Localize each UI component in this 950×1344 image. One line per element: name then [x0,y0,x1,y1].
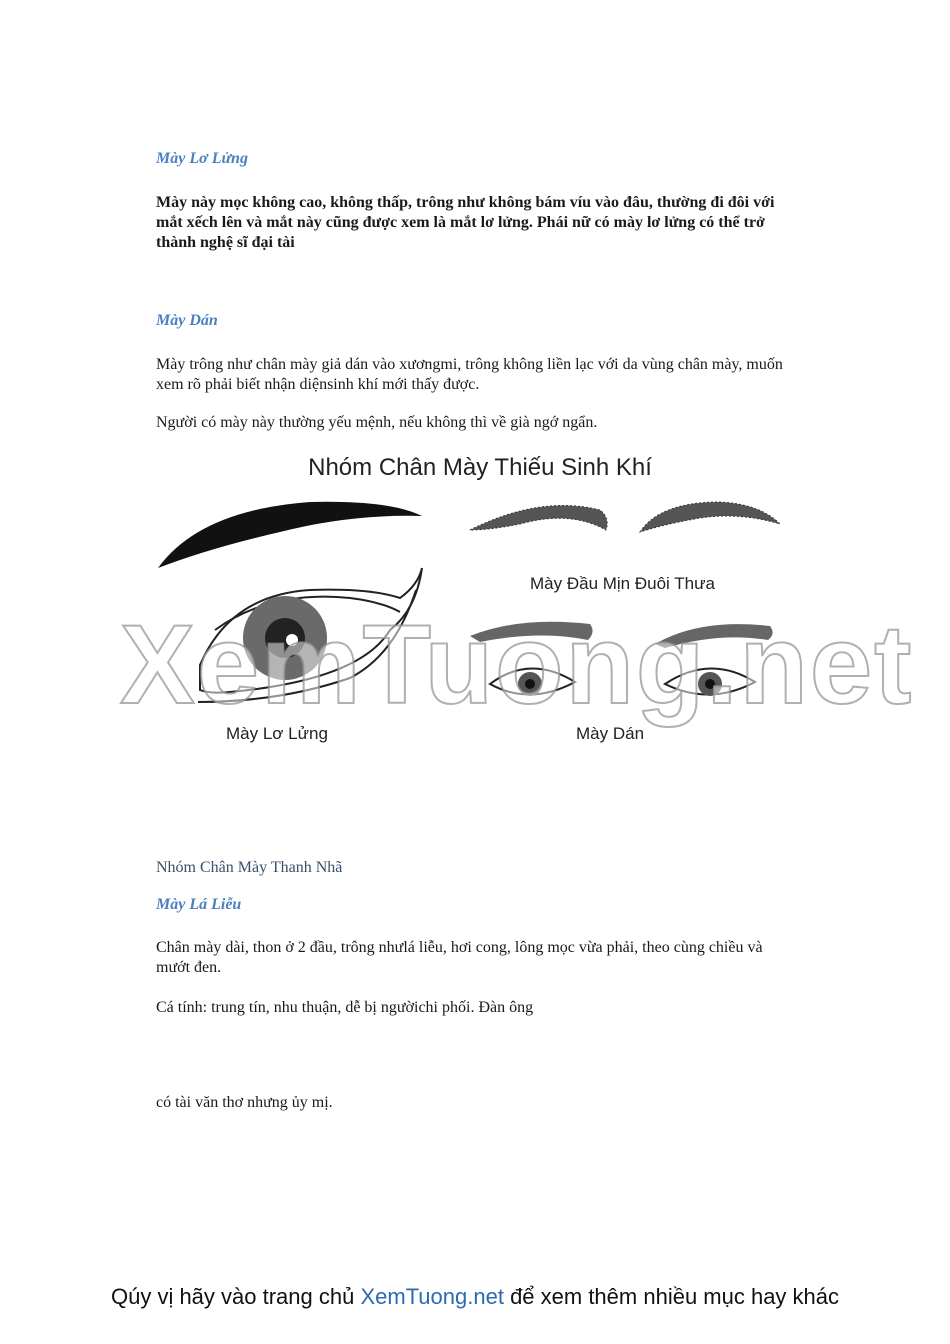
brow-dan-left [470,622,593,642]
large-pupil [265,618,305,658]
paragraph-la-lieu-2: Cá tính: trung tín, nhu thuận, dễ bị ngườichi phối. Đàn ông [156,999,534,1016]
paragraph-may-lo-lung: Mày này mọc không cao, không thấp, trông như không bám víu vào đâu, thường đi đôi với mắt xếch lên và mắt này cũng được xem là mắt lơ lửng. Phái nữ có mày lơ lửng có thể trở thành nghệ sĩ đại tài [156,194,775,251]
large-highlight [286,634,298,646]
label-lo-lung: Mày Lơ Lửng [226,724,328,743]
brow-right-small [640,502,780,532]
paragraph-may-dan-1: Mày trông như chân mày giả dán vào xươngmi, trông không liền lạc với da vùng chân mày, muốn xem rõ phải biết nhận diệnsinh khí mới thấy được. [156,356,783,393]
footer-suffix: để xem thêm nhiều mục hay khác [503,1284,840,1309]
paragraph-la-lieu-1: Chân mày dài, thon ở 2 đầu, trông nhưlá liễu, hơi cong, lông mọc vừa phải, theo cùng chiều và mướt đen. [156,939,763,976]
paragraph-may-dan-2: Người có mày này thường yếu mệnh, nếu không thì về già ngớ ngẩn. [156,414,598,431]
small-pupil-right [705,679,715,689]
eyebrow-illustration [120,440,914,770]
footer-banner [0,1284,950,1310]
heading-may-la-lieu: Mày Lá Liễu [156,896,242,913]
paragraph-la-lieu-3: có tài văn thơ nhưng ủy mị. [156,1094,333,1111]
large-eyebrow [158,502,422,568]
heading-may-dan: Mày Dán [156,312,218,329]
group-title-thanh-nha: Nhóm Chân Mày Thanh Nhã [156,859,343,876]
small-pupil-left [525,679,535,689]
heading-may-lo-lung: Mày Lơ Lửng [156,150,248,167]
brow-dan-right [655,624,773,648]
figure-title: Nhóm Chân Mày Thiếu Sinh Khí [308,454,652,481]
eyebrow-figure [120,440,914,770]
footer-site-link[interactable]: XemTuong.net [360,1284,504,1309]
label-dau-min: Mày Đầu Mịn Đuôi Thưa [530,574,715,593]
label-dan: Mày Dán [576,724,645,743]
footer-prefix: Qúy vị hãy vào trang chủ [110,1284,361,1309]
brow-left-small [470,506,607,531]
watermark: XemTuong.net [120,602,914,727]
